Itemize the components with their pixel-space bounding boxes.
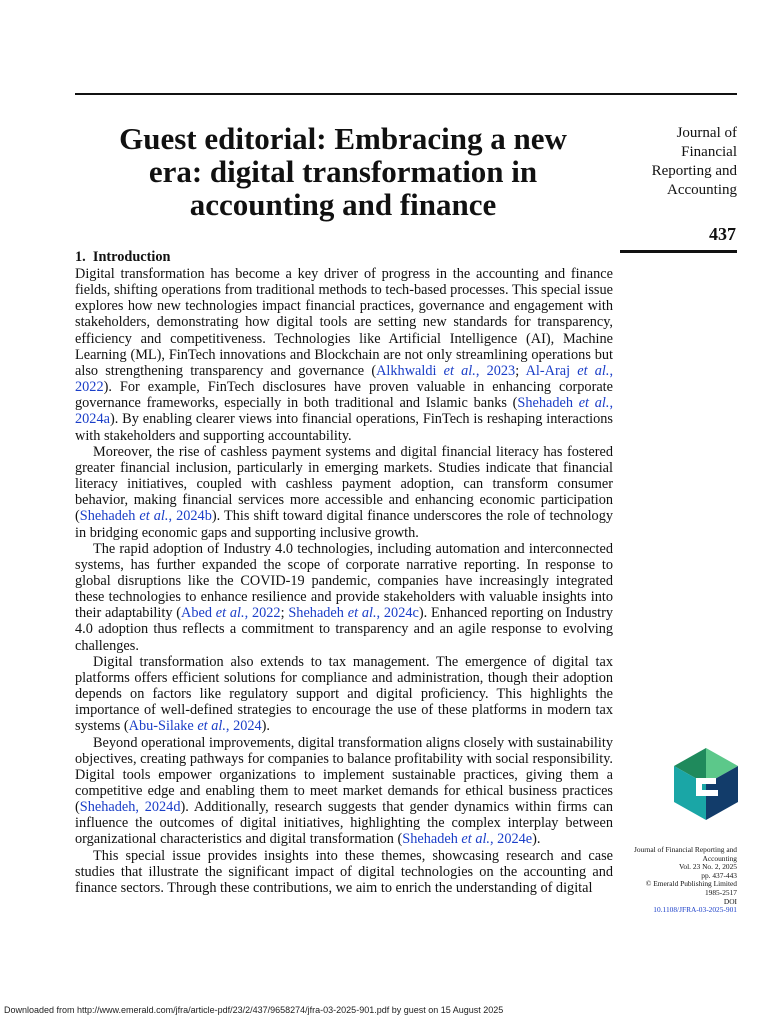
citation-link[interactable]: Shehadeh et al., 2024c [288, 605, 419, 622]
download-footer: Downloaded from http://www.emerald.com/jfra/article-pdf/23/2/437/9658274/jfra-03-2025-901.pdf by guest on 15 August 2025 [4, 1005, 504, 1015]
journal-name [624, 124, 737, 200]
publication-meta [612, 846, 737, 915]
doi-link[interactable]: 10.1108/JFRA-03-2025-901 [653, 905, 737, 915]
citation-link[interactable]: Al-Araj et al., 2022 [75, 362, 614, 396]
section-number: 1. [75, 249, 86, 265]
citation-link[interactable]: Shehadeh et al., 2024e [402, 831, 533, 848]
section-heading [75, 249, 613, 266]
meta-publisher: © Emerald Publishing Limited [645, 879, 737, 889]
page-number: 437 [709, 224, 736, 244]
paragraph: Digital transformation also extends to tax management. The emergence of digital tax platforms offers efficient solutions for compliance and administration, though their adoption depends on factors like regulatory support and digital proficiency. This highlights the importance of well-defined strategies to encourage the use of these platforms in modern tax systems (Abu-Silake et al., 2024). [75, 653, 613, 735]
paragraph: Digital transformation has become a key driver of progress in the accounting and finance fields, shifting operations from traditional methods to tech-based processes. This special issue explores how new technologies impact financial practices, governance and engagement with stakeholders, demonstrating how digital tools are setting new standards for transparency, efficiency and competitiveness. Technologies like Artificial Intelligence (AI), Machine Learning (ML), FinTech innovations and Blockchain are not only streamlining operations but also strengthening transparency and governance (Alkhwaldi et al., 2023; Al-Araj et al., 2022). For example, FinTech disclosures have proven valuable in enhancing corporate governance frameworks, especially in both traditional and Islamic banks (Shehadeh et al., 2024a). By enabling clearer views into financial operations, FinTech is reshaping interactions with stakeholders and supporting accountability. [75, 266, 614, 444]
meta-doi-label: DOI [723, 896, 737, 906]
citation-link[interactable]: Alkhwaldi et al., 2023 [376, 362, 516, 379]
journal-name-line: Journal of [676, 125, 737, 141]
paragraph: Beyond operational improvements, digital transformation aligns closely with sustainability objectives, creating pathways for companies to balance profitability with social responsibility. Digital tools empower organizations to implement sustainable practices, giving them a competitive edge and enabling them to meet market demands for ethical business practices (Shehadeh, 2024d). Additionally, research suggests that gender dynamics within firms can influence the outcomes of digital initiatives, highlighting the complex interplay between organizational characteristics and digital transformation (Shehadeh et al., 2024e). [75, 734, 613, 848]
citation-link[interactable]: Abu-Silake et al., 2024 [128, 718, 262, 735]
meta-doi-row [612, 898, 737, 915]
page-number-rule [620, 250, 737, 253]
citation-link[interactable]: Shehadeh, 2024d [79, 799, 181, 816]
article-body [75, 249, 613, 896]
paragraph: The rapid adoption of Industry 4.0 technologies, including automation and interconnected systems, has further expanded the scope of corporate narrative reporting. In response to global disruptions like the COVID-19 pandemic, companies have increasingly integrated these technologies to enhance resilience and provide stakeholders with valuable insights into their adaptability (Abed et al., 2022; Shehadeh et al., 2024c). Enhanced reporting on Industry 4.0 adoption thus reflects a commitment to transparency and an agile response to evolving challenges. [75, 540, 614, 654]
article-title: Guest editorial: Embracing a new era: digital transformation in accounting and finance [119, 121, 567, 222]
section-title: Introduction [92, 249, 171, 265]
journal-name-line: Reporting and [651, 163, 737, 179]
meta-journal: Accounting [702, 853, 737, 863]
emerald-logo-icon [674, 748, 738, 820]
meta-pages: pp. 437-443 [701, 870, 737, 880]
meta-volume: Vol. 23 No. 2, 2025 [679, 862, 737, 872]
paragraph: This special issue provides insights into these themes, showcasing research and case studies that illustrate the significant impact of digital technologies on the accounting and finance sectors. Through these contributions, we aim to enrich the understanding of digital [75, 847, 613, 896]
citation-link[interactable]: Shehadeh et al., 2024b [79, 508, 212, 525]
meta-issn: 1985-2517 [704, 887, 737, 897]
citation-link[interactable]: Abed et al., 2022 [181, 605, 281, 622]
journal-name-line: Accounting [667, 182, 737, 198]
journal-name-line: Financial [681, 144, 737, 160]
header-rule [75, 93, 737, 95]
citation-link[interactable]: Shehadeh et al., 2024a [75, 395, 614, 428]
paragraph: Moreover, the rise of cashless payment systems and digital financial literacy has fostered greater financial inclusion, particularly in emerging markets. Studies indicate that financial literacy initiatives, coupled with cashless payment adoption, can transform consumer behavior, making financial services more accessible and enhancing economic participation (Shehadeh et al., 2024b). This shift toward digital finance underscores the role of technology in bridging economic gaps and supporting inclusive growth. [75, 443, 614, 541]
meta-journal: Journal of Financial Reporting and [633, 845, 737, 854]
